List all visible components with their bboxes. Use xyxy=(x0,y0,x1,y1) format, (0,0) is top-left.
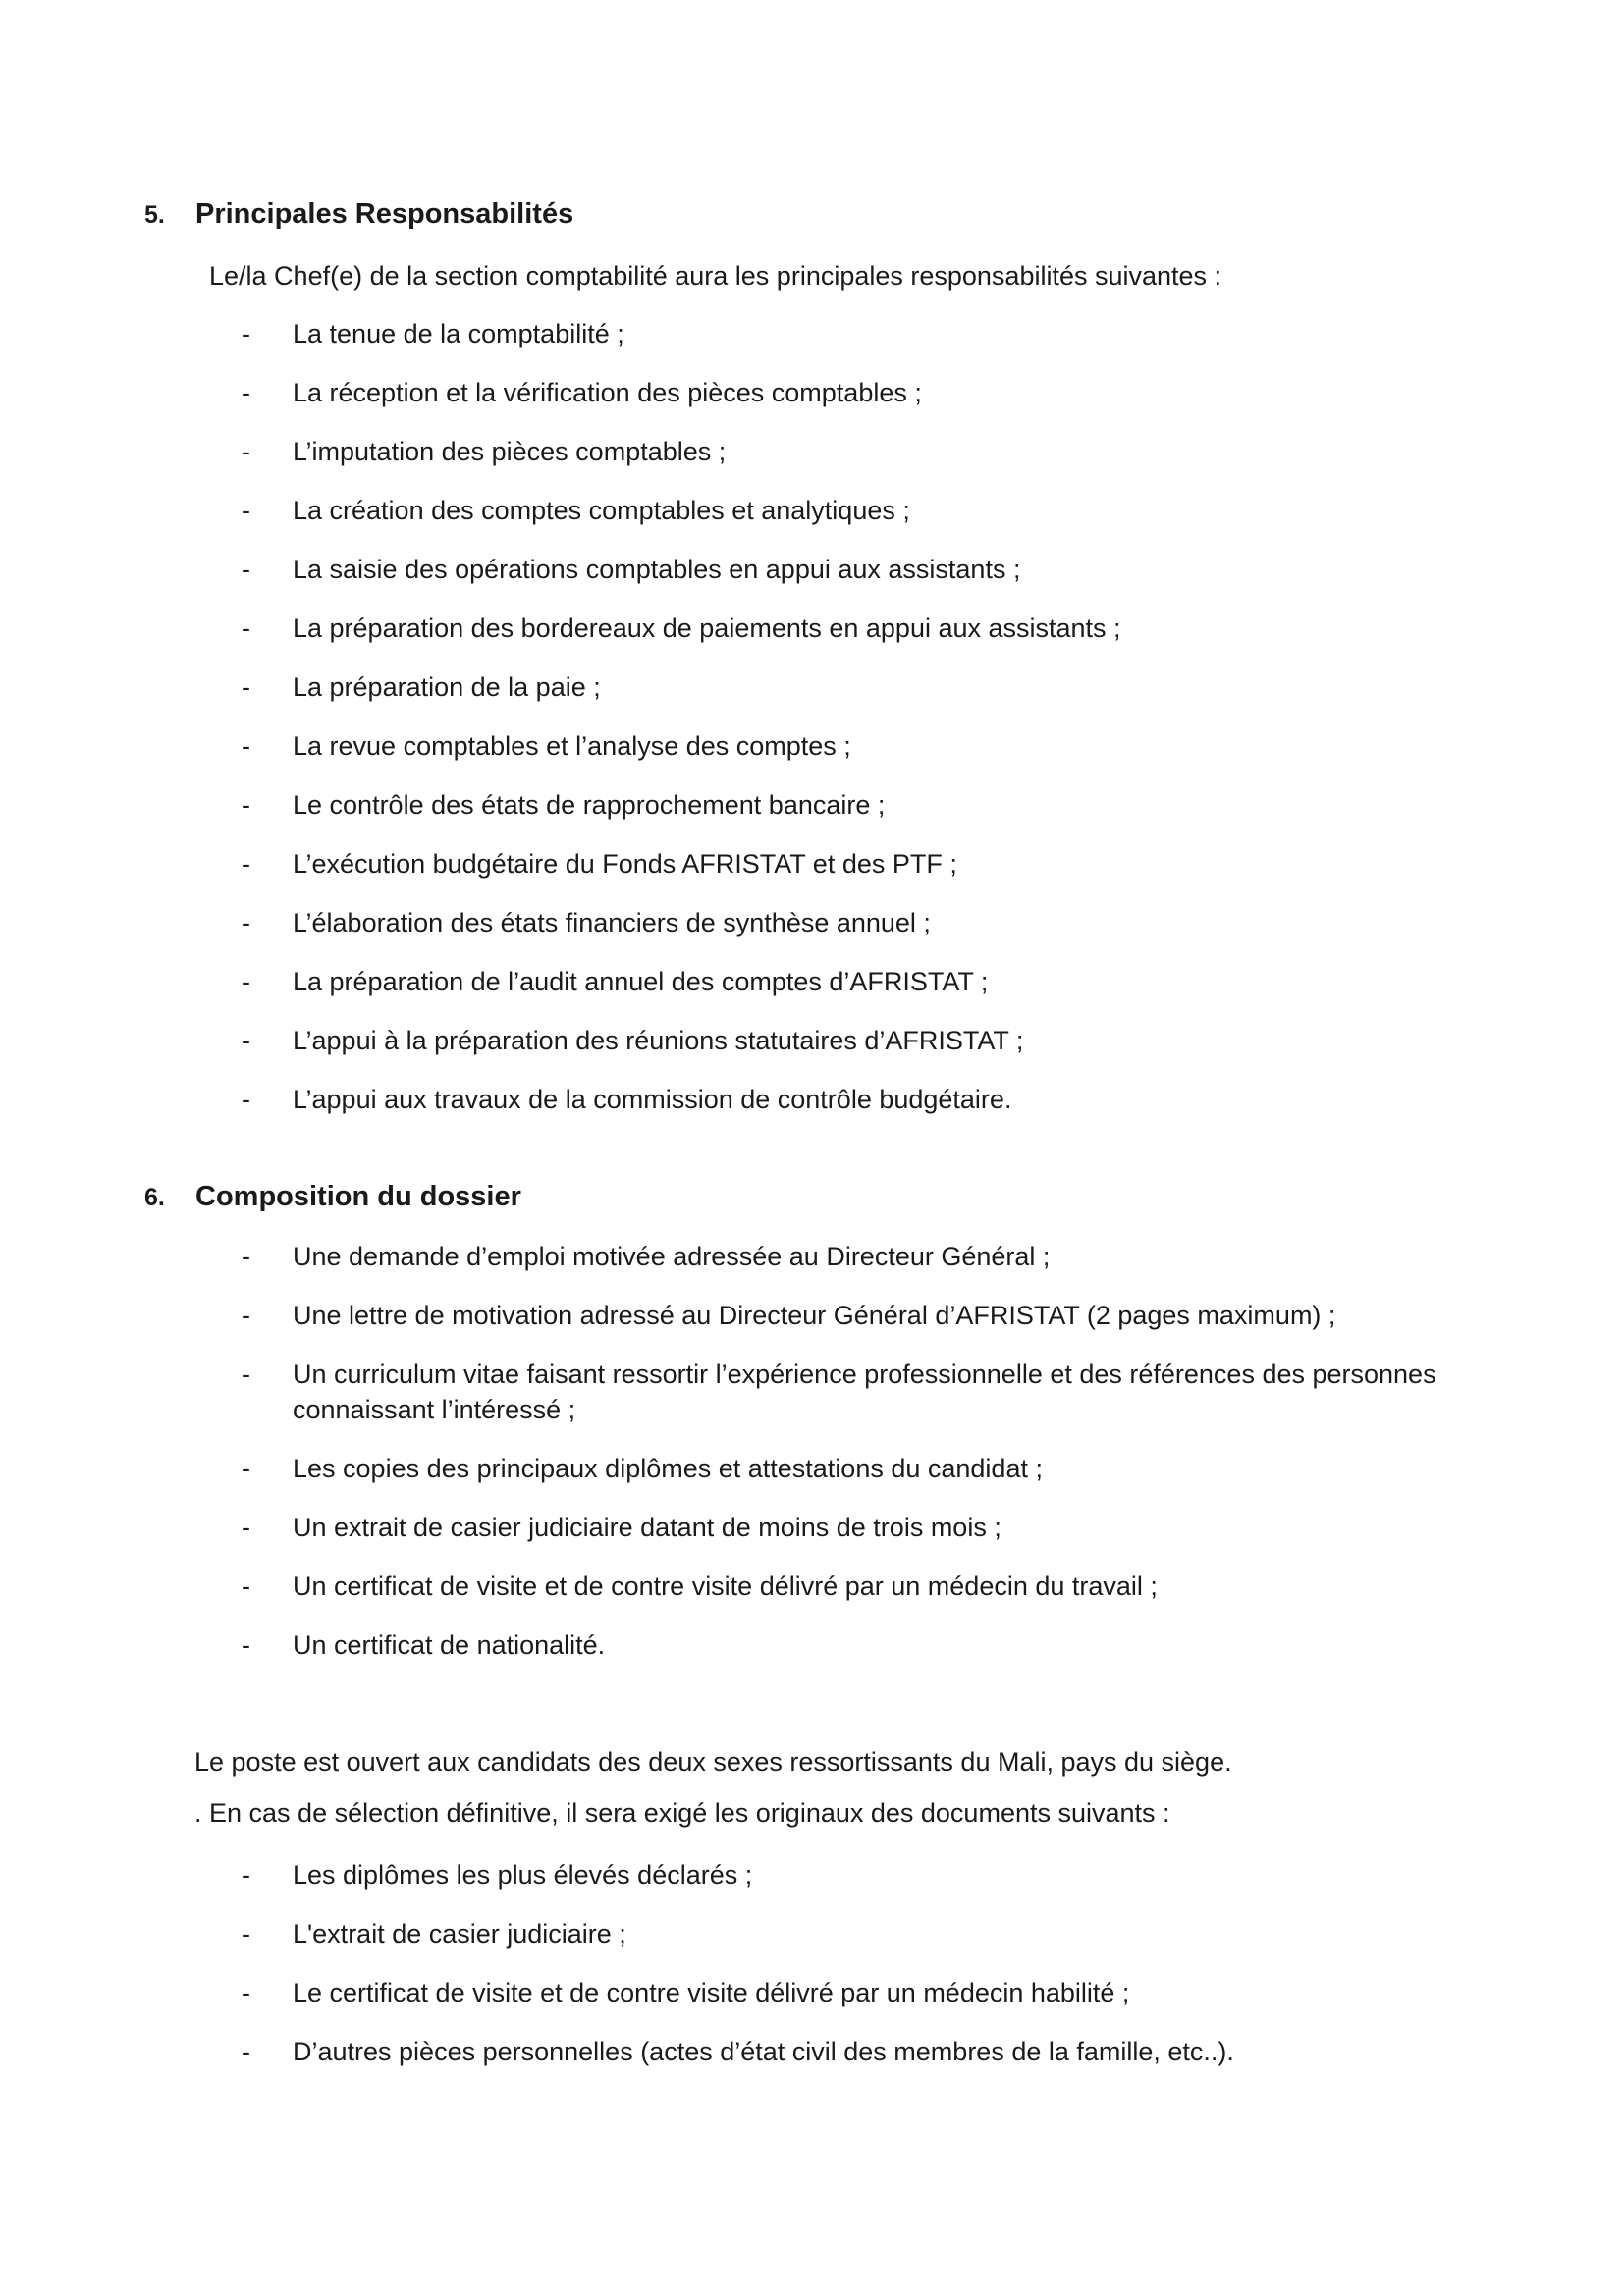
list-item-text: L’élaboration des états financiers de synthèse annuel ; xyxy=(293,908,931,937)
list-item-text: Une demande d’emploi motivée adressée au Directeur Général ; xyxy=(293,1242,1051,1271)
bullet-dash: - xyxy=(242,614,250,643)
list-item xyxy=(242,964,1508,999)
bullet-dash: - xyxy=(242,1513,250,1542)
bullet-dash: - xyxy=(242,849,250,879)
bullet-dash: - xyxy=(242,731,250,761)
list-item xyxy=(242,1510,1508,1545)
closing-paragraph-2: . En cas de sélection définitive, il sera exigé les originaux des documents suivants : xyxy=(194,1798,1170,1828)
bullet-dash: - xyxy=(242,1454,250,1483)
list-item-text: Un curriculum vitae faisant ressortir l’expérience professionnelle et des références des personnes connaissant l’intéressé ; xyxy=(293,1360,1436,1424)
section-6-number: 6. xyxy=(144,1184,165,1211)
list-item xyxy=(242,905,1508,940)
list-item xyxy=(242,669,1508,705)
list-item xyxy=(242,1357,1508,1427)
list-item xyxy=(242,787,1508,823)
list-item xyxy=(242,1023,1508,1058)
list-item xyxy=(242,552,1508,587)
list-item-text: La préparation de l’audit annuel des comptes d’AFRISTAT ; xyxy=(293,967,989,996)
bullet-dash: - xyxy=(242,2037,250,2066)
list-item-text: La préparation des bordereaux de paiements en appui aux assistants ; xyxy=(293,614,1121,643)
bullet-dash: - xyxy=(242,437,250,466)
list-item xyxy=(242,611,1508,646)
list-item xyxy=(242,1239,1508,1274)
section-5-title: Principales Responsabilités xyxy=(195,198,574,230)
section-6-heading xyxy=(144,1181,521,1213)
originals-list xyxy=(242,1857,1508,2093)
list-item xyxy=(242,2034,1508,2069)
section-5-number: 5. xyxy=(144,201,165,229)
list-item-text: L’exécution budgétaire du Fonds AFRISTAT et des PTF ; xyxy=(293,849,957,879)
section-5-intro: Le/la Chef(e) de la section comptabilité aura les principales responsabilités suivantes : xyxy=(209,261,1222,291)
bullet-dash: - xyxy=(242,790,250,820)
list-item-text: Le contrôle des états de rapprochement bancaire ; xyxy=(293,790,886,820)
list-item xyxy=(242,1975,1508,2010)
bullet-dash: - xyxy=(242,1978,250,2007)
list-item-text: Les copies des principaux diplômes et attestations du candidat ; xyxy=(293,1454,1043,1483)
bullet-dash: - xyxy=(242,1860,250,1890)
list-item-text: La revue comptables et l’analyse des comptes ; xyxy=(293,731,851,761)
bullet-dash: - xyxy=(242,1360,250,1389)
list-item-text: Une lettre de motivation adressé au Directeur Général d’AFRISTAT (2 pages maximum) ; xyxy=(293,1301,1336,1330)
list-item-text: Le certificat de visite et de contre visite délivré par un médecin habilité ; xyxy=(293,1978,1130,2007)
list-item xyxy=(242,1569,1508,1604)
list-item-text: La tenue de la comptabilité ; xyxy=(293,319,624,348)
bullet-dash: - xyxy=(242,555,250,584)
closing-paragraph-1: Le poste est ouvert aux candidats des deux sexes ressortissants du Mali, pays du siège. xyxy=(194,1747,1232,1777)
list-item xyxy=(242,728,1508,764)
list-item xyxy=(242,1082,1508,1117)
bullet-dash: - xyxy=(242,967,250,996)
dossier-list xyxy=(242,1239,1508,1663)
section-6-title: Composition du dossier xyxy=(195,1181,521,1212)
bullet-dash: - xyxy=(242,1919,250,1949)
bullet-dash: - xyxy=(242,319,250,348)
list-item-text: D’autres pièces personnelles (actes d’état civil des membres de la famille, etc..). xyxy=(293,2037,1234,2066)
list-item-text: La création des comptes comptables et analytiques ; xyxy=(293,496,910,525)
bullet-dash: - xyxy=(242,1242,250,1271)
list-item xyxy=(242,434,1508,469)
bullet-dash: - xyxy=(242,1026,250,1055)
list-item xyxy=(242,493,1508,528)
list-item-text: Un certificat de nationalité. xyxy=(293,1630,606,1660)
list-item xyxy=(242,375,1508,410)
bullet-dash: - xyxy=(242,1085,250,1114)
bullet-dash: - xyxy=(242,378,250,407)
list-item xyxy=(242,1916,1508,1951)
list-item-text: Un extrait de casier judiciaire datant de moins de trois mois ; xyxy=(293,1513,1001,1542)
bullet-dash: - xyxy=(242,1572,250,1601)
bullet-dash: - xyxy=(242,908,250,937)
list-item xyxy=(242,1857,1508,1893)
list-item-text: Les diplômes les plus élevés déclarés ; xyxy=(293,1860,753,1890)
list-item-text: L'extrait de casier judiciaire ; xyxy=(293,1919,626,1949)
list-item-text: La réception et la vérification des pièces comptables ; xyxy=(293,378,922,407)
list-item xyxy=(242,1298,1508,1333)
list-item xyxy=(242,1628,1508,1663)
bullet-dash: - xyxy=(242,496,250,525)
list-item xyxy=(242,846,1508,881)
bullet-dash: - xyxy=(242,1301,250,1330)
responsibilities-list xyxy=(242,316,1508,1141)
list-item-text: La saisie des opérations comptables en appui aux assistants ; xyxy=(293,555,1021,584)
list-item-text: L’imputation des pièces comptables ; xyxy=(293,437,727,466)
section-5-heading xyxy=(144,198,573,231)
list-item-text: L’appui aux travaux de la commission de contrôle budgétaire. xyxy=(293,1085,1012,1114)
list-item-text: Un certificat de visite et de contre visite délivré par un médecin du travail ; xyxy=(293,1572,1158,1601)
list-item xyxy=(242,316,1508,351)
bullet-dash: - xyxy=(242,1630,250,1660)
bullet-dash: - xyxy=(242,672,250,702)
list-item xyxy=(242,1451,1508,1486)
list-item-text: La préparation de la paie ; xyxy=(293,672,601,702)
list-item-text: L’appui à la préparation des réunions statutaires d’AFRISTAT ; xyxy=(293,1026,1024,1055)
